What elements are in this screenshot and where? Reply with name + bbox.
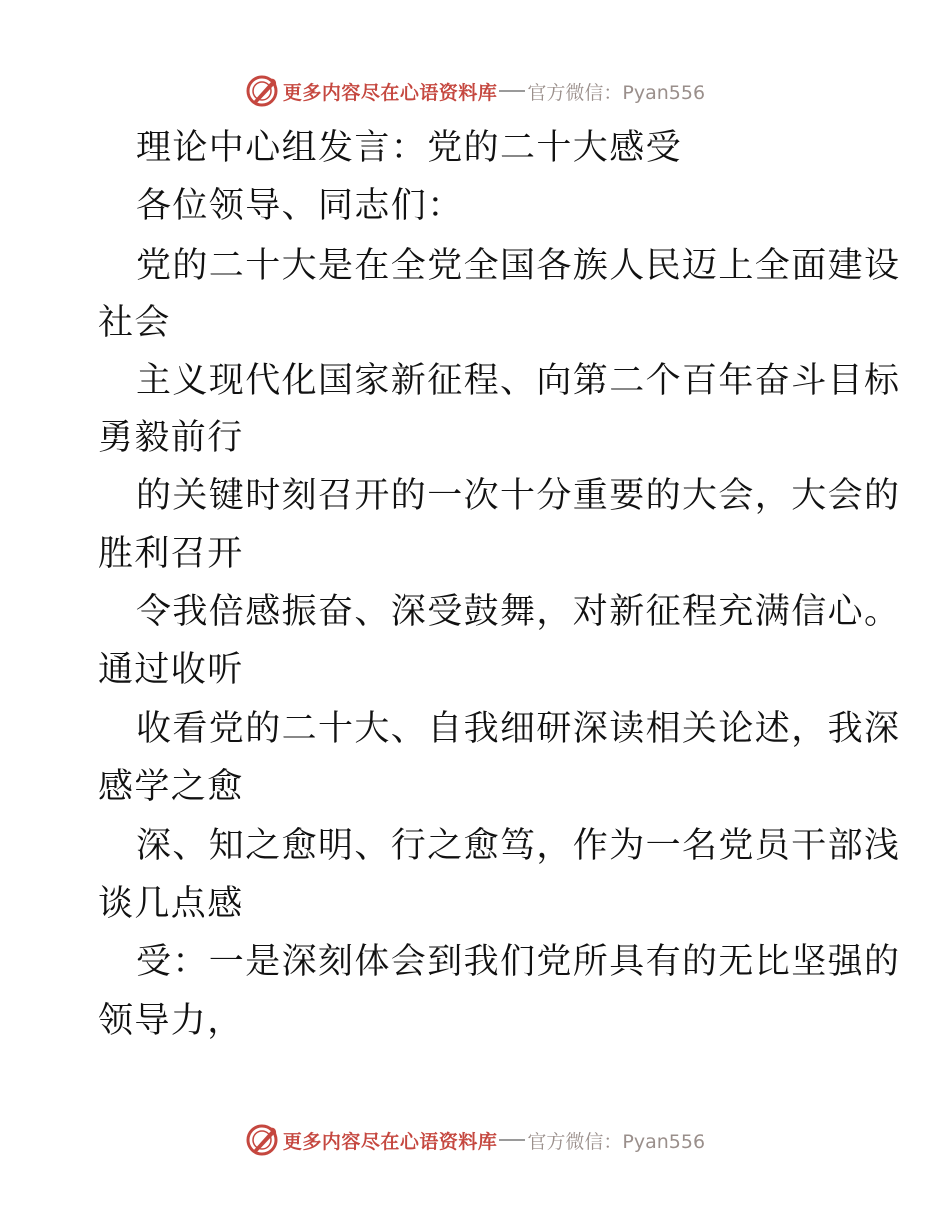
header-banner xyxy=(0,71,950,111)
paragraph-line: 收看党的二十大、自我细研深读相关论述，我深 xyxy=(136,709,901,749)
banner-site-text: 更多内容尽在心语资料库 xyxy=(282,81,498,104)
paragraph-line: 感学之愈 xyxy=(98,767,244,807)
quill-logo-icon xyxy=(245,1123,279,1157)
quill-logo-icon xyxy=(245,74,279,108)
paragraph-line: 社会 xyxy=(98,303,171,343)
banner-separator xyxy=(499,1139,525,1141)
paragraph-line: 通过收听 xyxy=(98,650,244,690)
banner-wechat-text: 官方微信：Pyan556 xyxy=(527,81,706,104)
paragraph-line: 主义现代化国家新征程、向第二个百年奋斗目标 xyxy=(136,361,901,401)
paragraph-line: 党的二十大是在全党全国各族人民迈上全面建设 xyxy=(136,246,901,286)
salutation: 各位领导、同志们： xyxy=(136,186,464,226)
paragraph-line: 受：一是深刻体会到我们党所具有的无比坚强的 xyxy=(136,942,901,982)
paragraph-line: 胜利召开 xyxy=(98,534,244,574)
footer-banner xyxy=(0,1120,950,1160)
paragraph-line: 勇毅前行 xyxy=(98,418,244,458)
banner-site-text: 更多内容尽在心语资料库 xyxy=(282,1130,498,1153)
paragraph-line: 深、知之愈明、行之愈笃，作为一名党员干部浅 xyxy=(136,826,901,866)
banner-separator xyxy=(499,90,525,92)
document-title: 理论中心组发言：党的二十大感受 xyxy=(136,128,683,168)
paragraph-line: 谈几点感 xyxy=(98,884,244,924)
banner-wechat-text: 官方微信：Pyan556 xyxy=(527,1130,706,1153)
paragraph-line: 令我倍感振奋、深受鼓舞，对新征程充满信心。 xyxy=(136,592,901,632)
paragraph-line: 领导力， xyxy=(98,1001,244,1041)
paragraph-line: 的关键时刻召开的一次十分重要的大会，大会的 xyxy=(136,476,901,516)
